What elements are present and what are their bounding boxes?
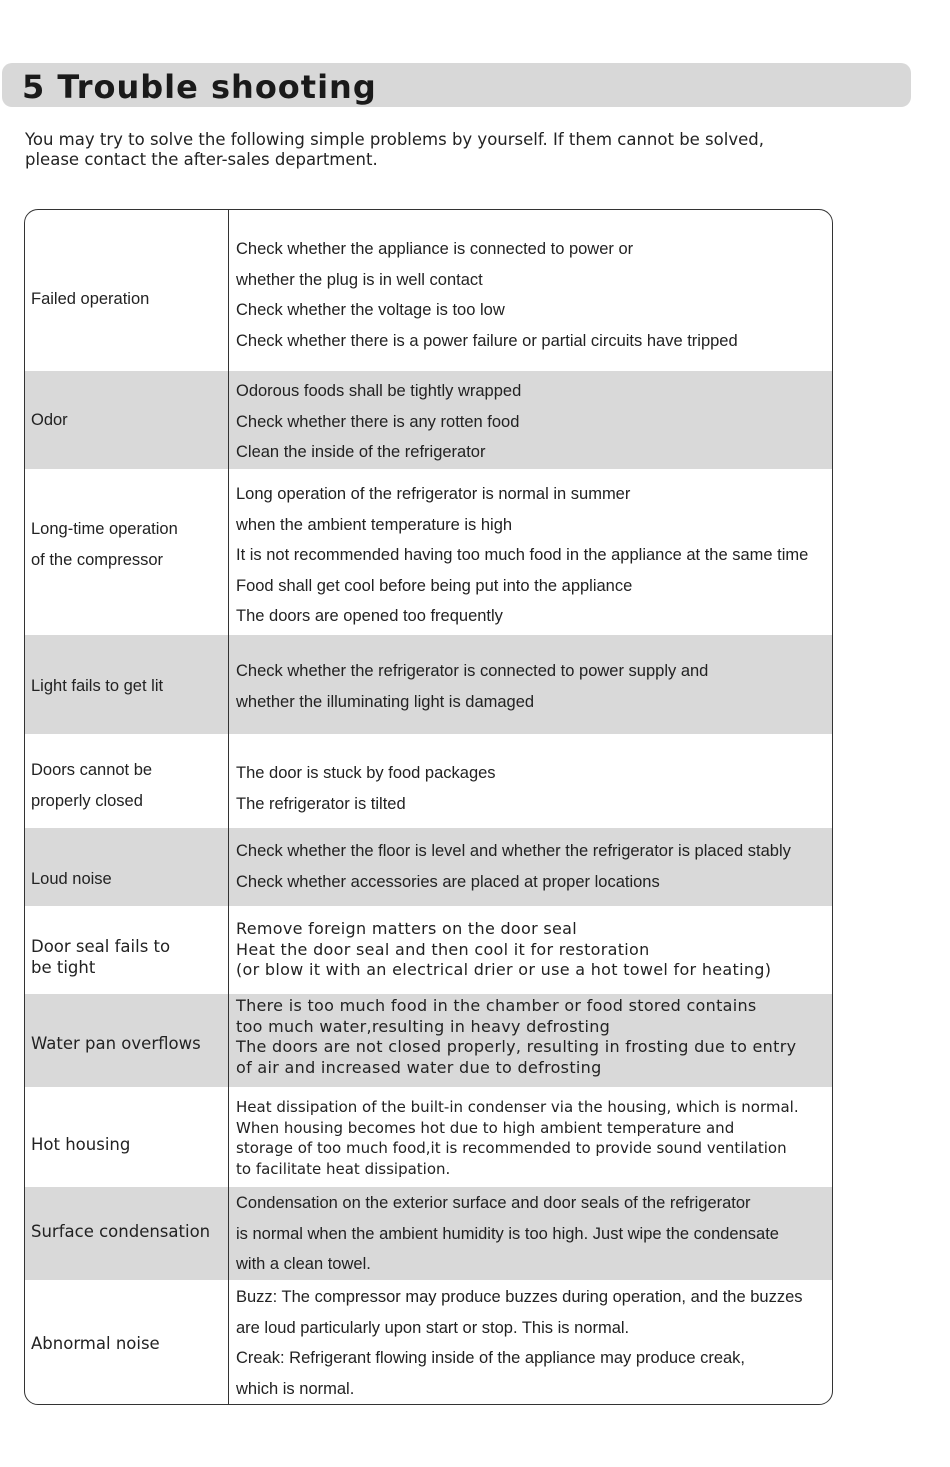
solution-cell: Check whether the refrigerator is connected to power supply and whether the illuminating light is damaged [236,662,709,711]
problem-cell: Light fails to get lit [31,677,164,695]
table-row [25,1280,833,1405]
solution-cell: The door is stuck by food packages The refrigerator is tilted [236,764,496,813]
problem-cell: Door seal fails to be tight [31,937,171,977]
solution-cell: Check whether the floor is level and whether the refrigerator is placed stably Check whether accessories are placed at proper locations [236,842,791,891]
solution-cell: Remove foreign matters on the door seal Heat the door seal and then cool it for restoration (or blow it with an electrical drier or use a hot towel for heating) [236,919,772,979]
solution-cell: There is too much food in the chamber or food stored contains too much water,resulting in heavy defrosting The doors are not closed properly, resulting in frosting due to entry of air and increased water due to defrosting [236,996,797,1077]
problem-cell: Hot housing [31,1135,131,1154]
problem-cell: Failed operation [31,290,150,308]
intro-line: You may try to solve the following simple problems by yourself. If them cannot be solved, [25,130,764,149]
problem-cell: Odor [31,411,68,429]
table-row [25,1187,833,1280]
problem-cell: Abnormal noise [31,1334,160,1353]
section-title: 5 Trouble shooting [22,68,377,106]
troubleshooting-table [24,209,833,1405]
problem-cell: Surface condensation [31,1222,211,1241]
table-row [25,906,833,994]
solution-cell: Check whether the appliance is connected to power or whether the plug is in well contact Check whether the voltage is too low Check whether there is a power failure or partial circuits have tripped [236,240,738,350]
table-row [25,210,833,370]
problem-cell: Doors cannot be properly closed [31,761,153,810]
problem-cell: Long-time operation of the compressor [31,520,178,569]
solution-cell: Long operation of the refrigerator is normal in summer when the ambient temperature is high It is not recommended having too much food in the appliance at the same time Food shall get cool before being put into the appliance The doors are opened too frequently [236,485,809,625]
table-row [25,371,833,469]
problem-cell: Loud noise [31,870,112,888]
intro-paragraph [25,130,905,170]
intro-line: please contact the after-sales department. [25,150,378,169]
solution-cell: Condensation on the exterior surface and door seals of the refrigerator is normal when the ambient humidity is too high. Just wipe the condensate with a clean towel. [236,1194,779,1273]
solution-cell: Odorous foods shall be tightly wrapped Check whether there is any rotten food Clean the inside of the refrigerator [236,382,522,461]
table-row [25,994,833,1087]
solution-cell: Heat dissipation of the built-in condenser via the housing, which is normal. When housing becomes hot due to high ambient temperature and storage of too much food,it is recommended to provide sound ventilation to facilitate heat dissipation. [236,1098,799,1178]
table-row [25,469,833,635]
table-row [25,734,833,828]
problem-cell: Water pan overflows [31,1034,201,1053]
table-row [25,635,833,734]
table-row [25,1087,833,1187]
solution-cell: Buzz: The compressor may produce buzzes during operation, and the buzzes are loud particularly upon start or stop. This is normal. Creak: Refrigerant flowing inside of the appliance may produce creak, which is normal. [236,1288,803,1398]
column-divider [228,209,229,1405]
table-row [25,828,833,906]
